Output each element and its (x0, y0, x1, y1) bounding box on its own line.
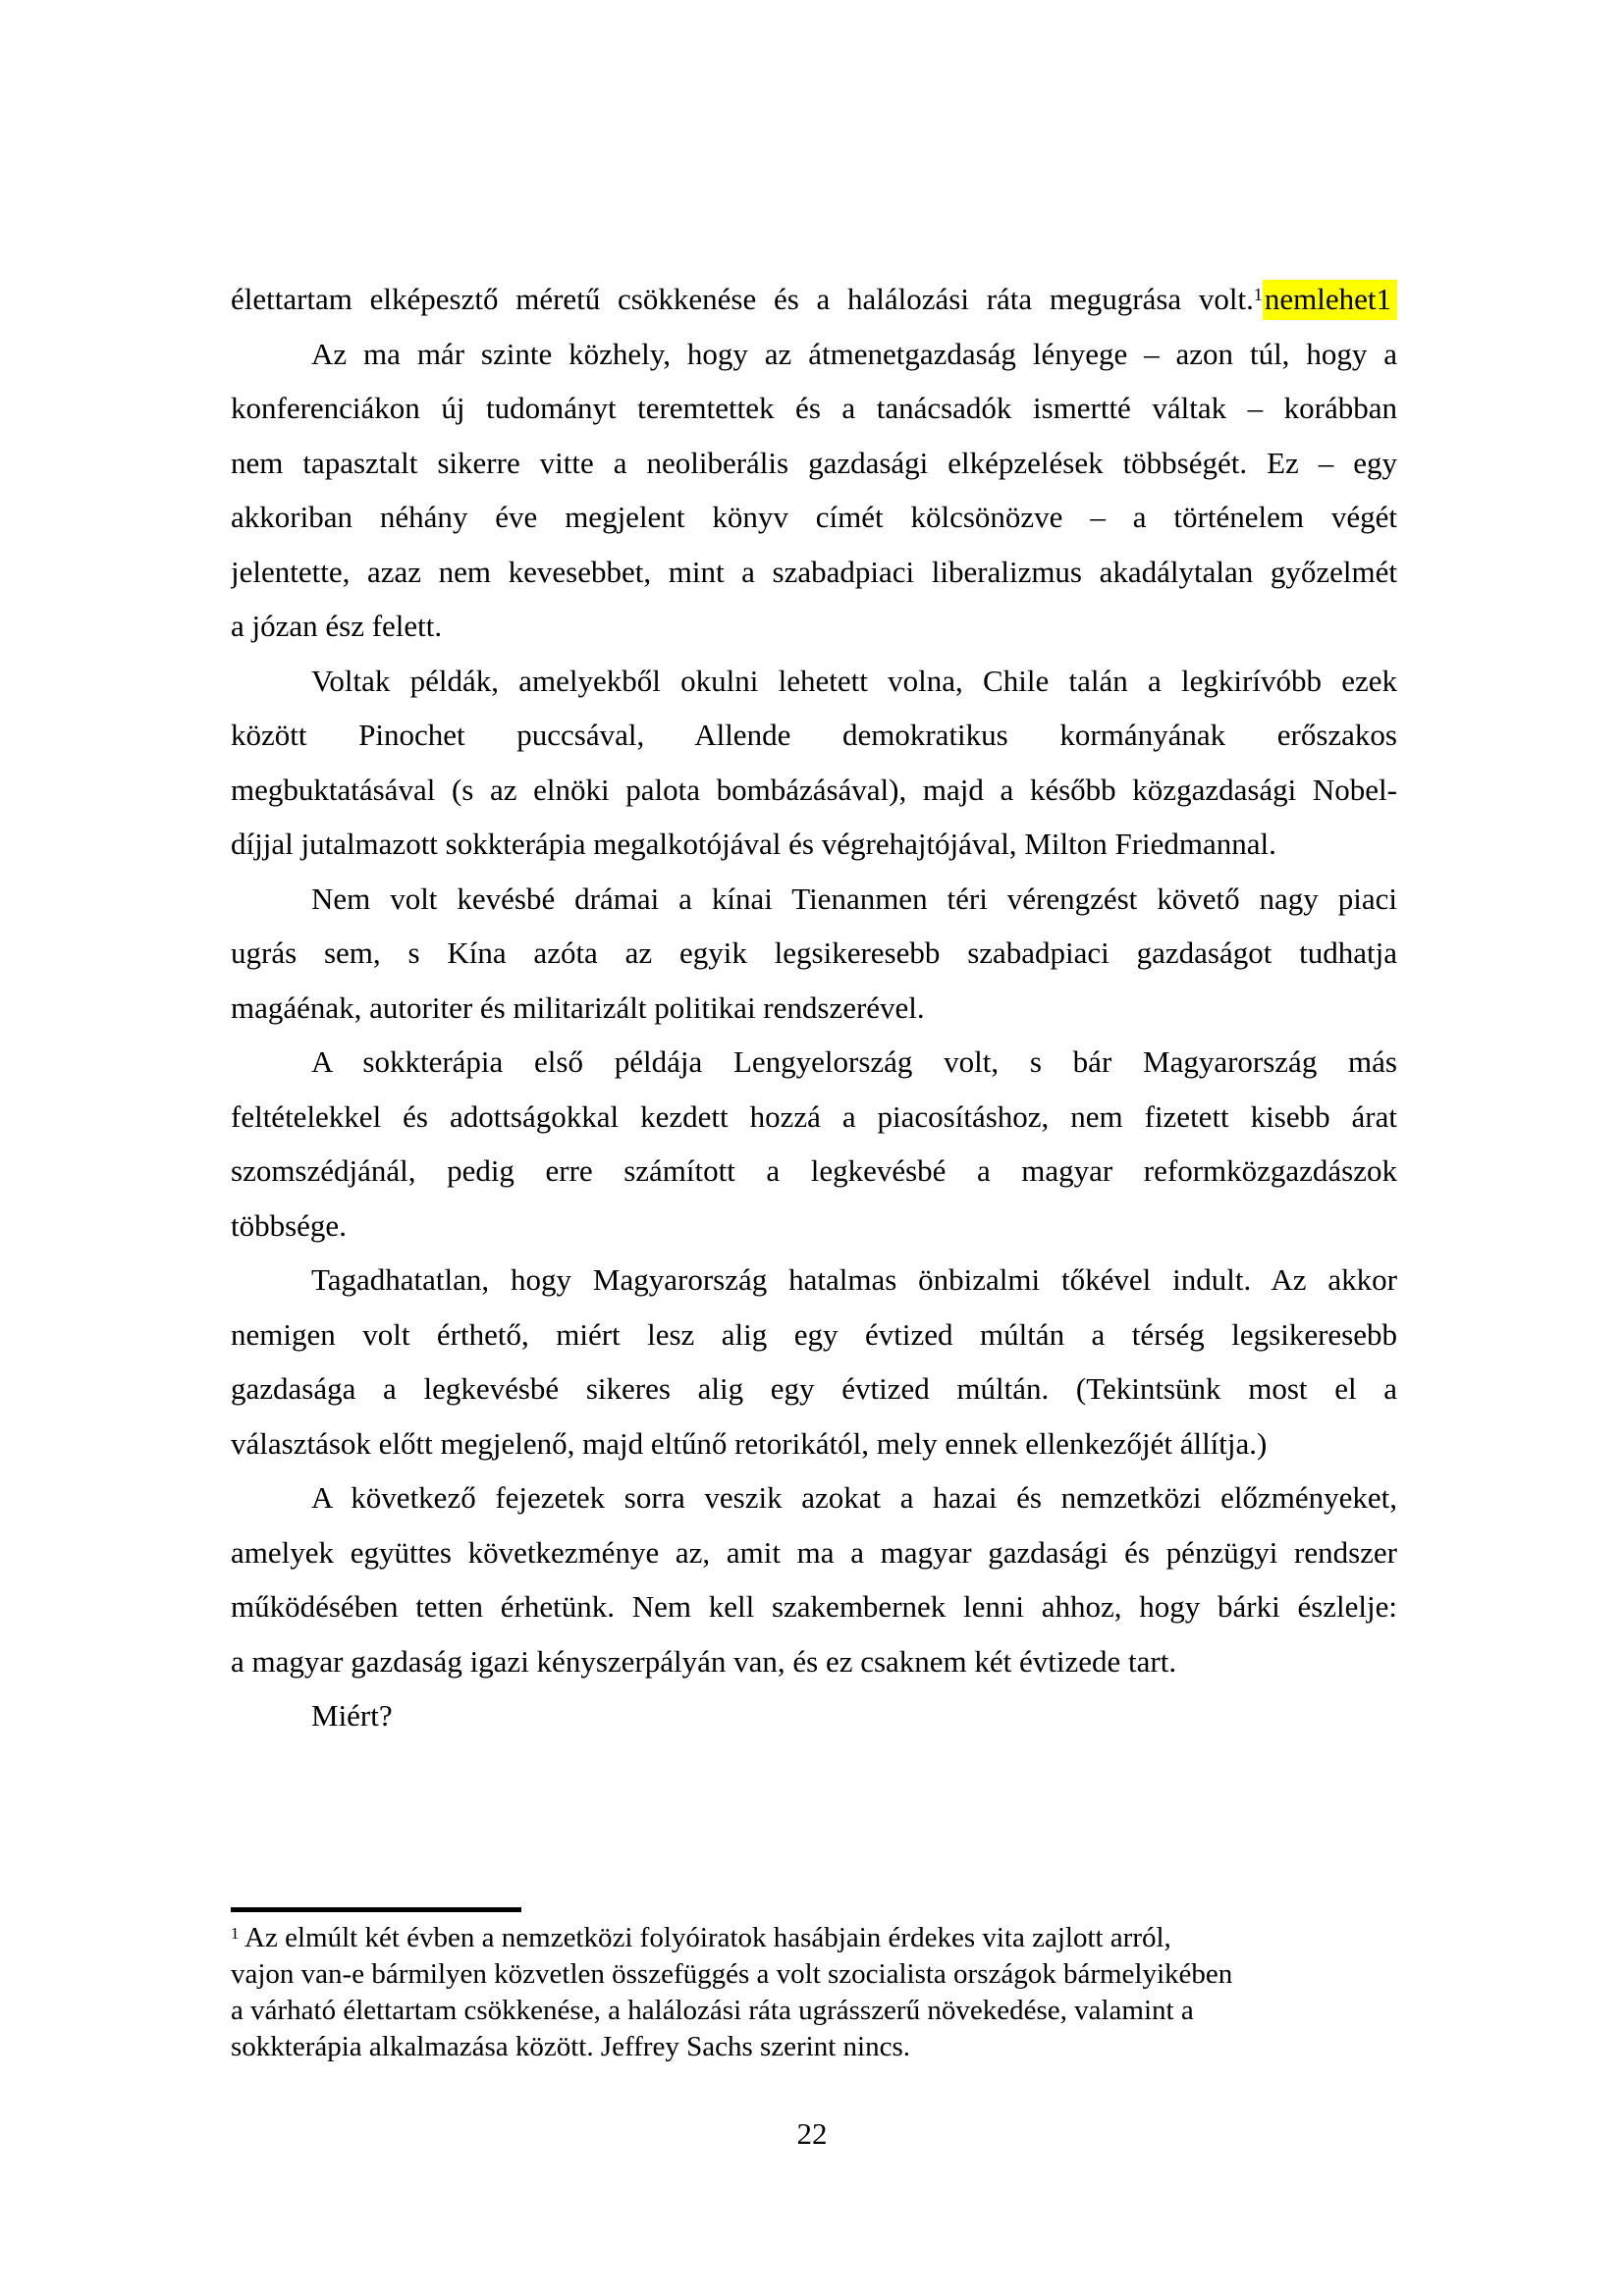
text-segment: feltételekkel és adottságokkal kezdett hozzá a piacosításhoz, nem fizetett kisebb árat (231, 1098, 1397, 1134)
body-text-line (231, 763, 1397, 818)
footnote-line (231, 1920, 1438, 1956)
body-text-line (231, 1199, 1397, 1254)
text-segment: ugrás sem, s Kína azóta az egyik legsikeresebb szabadpiaci gazdaságot tudhatja (231, 935, 1397, 970)
text-segment: akkoriban néhány éve megjelent könyv címét kölcsönözve – a történelem végét (231, 500, 1397, 534)
text-segment: amelyek együttes következménye az, amit ma a magyar gazdasági és pénzügyi rendszer (231, 1534, 1397, 1570)
body-text-line (231, 327, 1397, 382)
highlighted-text: nemlehet1 (1263, 280, 1397, 320)
body-text-line (231, 381, 1397, 436)
text-segment: többsége. (231, 1207, 347, 1243)
body-text-line (231, 981, 1397, 1036)
text-segment: jelentette, azaz nem kevesebbet, mint a szabadpiaci liberalizmus akadálytalan győzelmét (231, 554, 1397, 589)
body-text-line (231, 1362, 1397, 1416)
body-text-line (231, 1634, 1397, 1689)
body-text-line (231, 599, 1397, 654)
text-segment: Nem volt kevésbé drámai a kínai Tienanmen téri vérengzést követő nagy piaci (311, 881, 1397, 916)
text-segment: szomszédjánál, pedig erre számított a legkevésbé a magyar reformközgazdászok (231, 1153, 1397, 1188)
body-text-line (231, 708, 1397, 763)
body-text-line (231, 1035, 1397, 1090)
text-segment: választások előtt megjelenő, majd eltűnő retorikától, mely ennek ellenkezőjét állítja.) (231, 1425, 1268, 1461)
body-text-line (231, 654, 1397, 709)
text-segment: gazdasága a legkevésbé sikeres alig egy évtized múltán. (Tekintsünk most el a (231, 1371, 1397, 1406)
body-text-line (231, 926, 1397, 981)
body-text-line (231, 1416, 1397, 1471)
text-segment: a várható élettartam csökkenése, a halálozási ráta ugrásszerű növekedése, valamint a (231, 1995, 1194, 2026)
body-text-line (231, 545, 1397, 600)
page-number: 22 (796, 2116, 828, 2151)
body-text-line (231, 1470, 1397, 1525)
footnote-line (231, 1993, 1438, 2029)
text-segment: nemigen volt érthető, miért lesz alig egy évtized múltán a térség legsikeresebb (231, 1316, 1397, 1352)
text-segment: Az ma már szinte közhely, hogy az átmenetgazdaság lényege – azon túl, hogy a (311, 336, 1397, 371)
footnote-line (231, 1956, 1438, 1993)
text-segment: a józan ész felett. (231, 609, 443, 643)
text-segment: díjjal jutalmazott sokkterápia megalkotójával és végrehajtójával, Milton Friedmannal. (231, 827, 1276, 861)
body-text-line (231, 872, 1397, 927)
footnote-reference-superscript: 1 (1253, 285, 1263, 305)
text-segment: sokkterápia alkalmazása között. Jeffrey Sachs szerint nincs. (231, 2031, 910, 2062)
text-segment: élettartam elképesztő méretű csökkenése és a halálozási ráta megugrása volt. (231, 282, 1254, 316)
body-text-line (231, 1525, 1397, 1580)
footnote-line (231, 2029, 1438, 2065)
text-segment: nem tapasztalt sikerre vitte a neoliberális gazdasági elképzelések többségét. Ez – egy (231, 445, 1397, 480)
body-text-line (231, 817, 1397, 872)
body-text-line (231, 1308, 1397, 1362)
footnote-reference-superscript: 1 (231, 1923, 240, 1943)
body-text-block (231, 272, 1397, 1743)
text-segment: között Pinochet puccsával, Allende demokratikus kormányának erőszakos (231, 718, 1397, 752)
text-segment: A sokkterápia első példája Lengyelország volt, s bár Magyarország más (311, 1044, 1397, 1079)
body-text-line (231, 1579, 1397, 1634)
body-text-line (231, 1253, 1397, 1308)
body-text-line (231, 1688, 1397, 1743)
body-text-line (231, 1144, 1397, 1199)
text-segment: működésében tetten érhetünk. Nem kell szakembernek lenni ahhoz, hogy bárki észlelje: (231, 1589, 1397, 1624)
text-segment: A következő fejezetek sorra veszik azokat a hazai és nemzetközi előzményeket, (311, 1480, 1397, 1515)
text-segment: a magyar gazdaság igazi kényszerpályán van, és ez csaknem két évtizede tart. (231, 1643, 1177, 1679)
text-segment: magáénak, autoriter és militarizált politikai rendszerével. (231, 989, 925, 1025)
body-text-line (231, 1090, 1397, 1145)
text-segment: Voltak példák, amelyekből okulni lehetett volna, Chile talán a legkirívóbb ezek (311, 663, 1397, 698)
text-segment: megbuktatásával (s az elnöki palota bombázásával), majd a később közgazdasági Nobel- (231, 772, 1397, 807)
body-text-line (231, 272, 1397, 327)
body-text-line (231, 490, 1397, 545)
text-segment: Tagadhatatlan, hogy Magyarország hatalmas önbizalmi tőkével indult. Az akkor (311, 1262, 1397, 1297)
text-segment: Az elmúlt két évben a nemzetközi folyóiratok hasábjain érdekes vita zajlott arról, (239, 1922, 1171, 1953)
footnote-separator (231, 1907, 521, 1912)
body-text-line (231, 436, 1397, 491)
text-segment: konferenciákon új tudományt teremtettek és a tanácsadók ismertté váltak – korábban (231, 391, 1397, 425)
text-segment: Miért? (311, 1698, 393, 1733)
footnote-block (231, 1920, 1438, 2065)
text-segment: vajon van-e bármilyen közvetlen összefüggés a volt szocialista országok bármelyikében (231, 1958, 1233, 1990)
